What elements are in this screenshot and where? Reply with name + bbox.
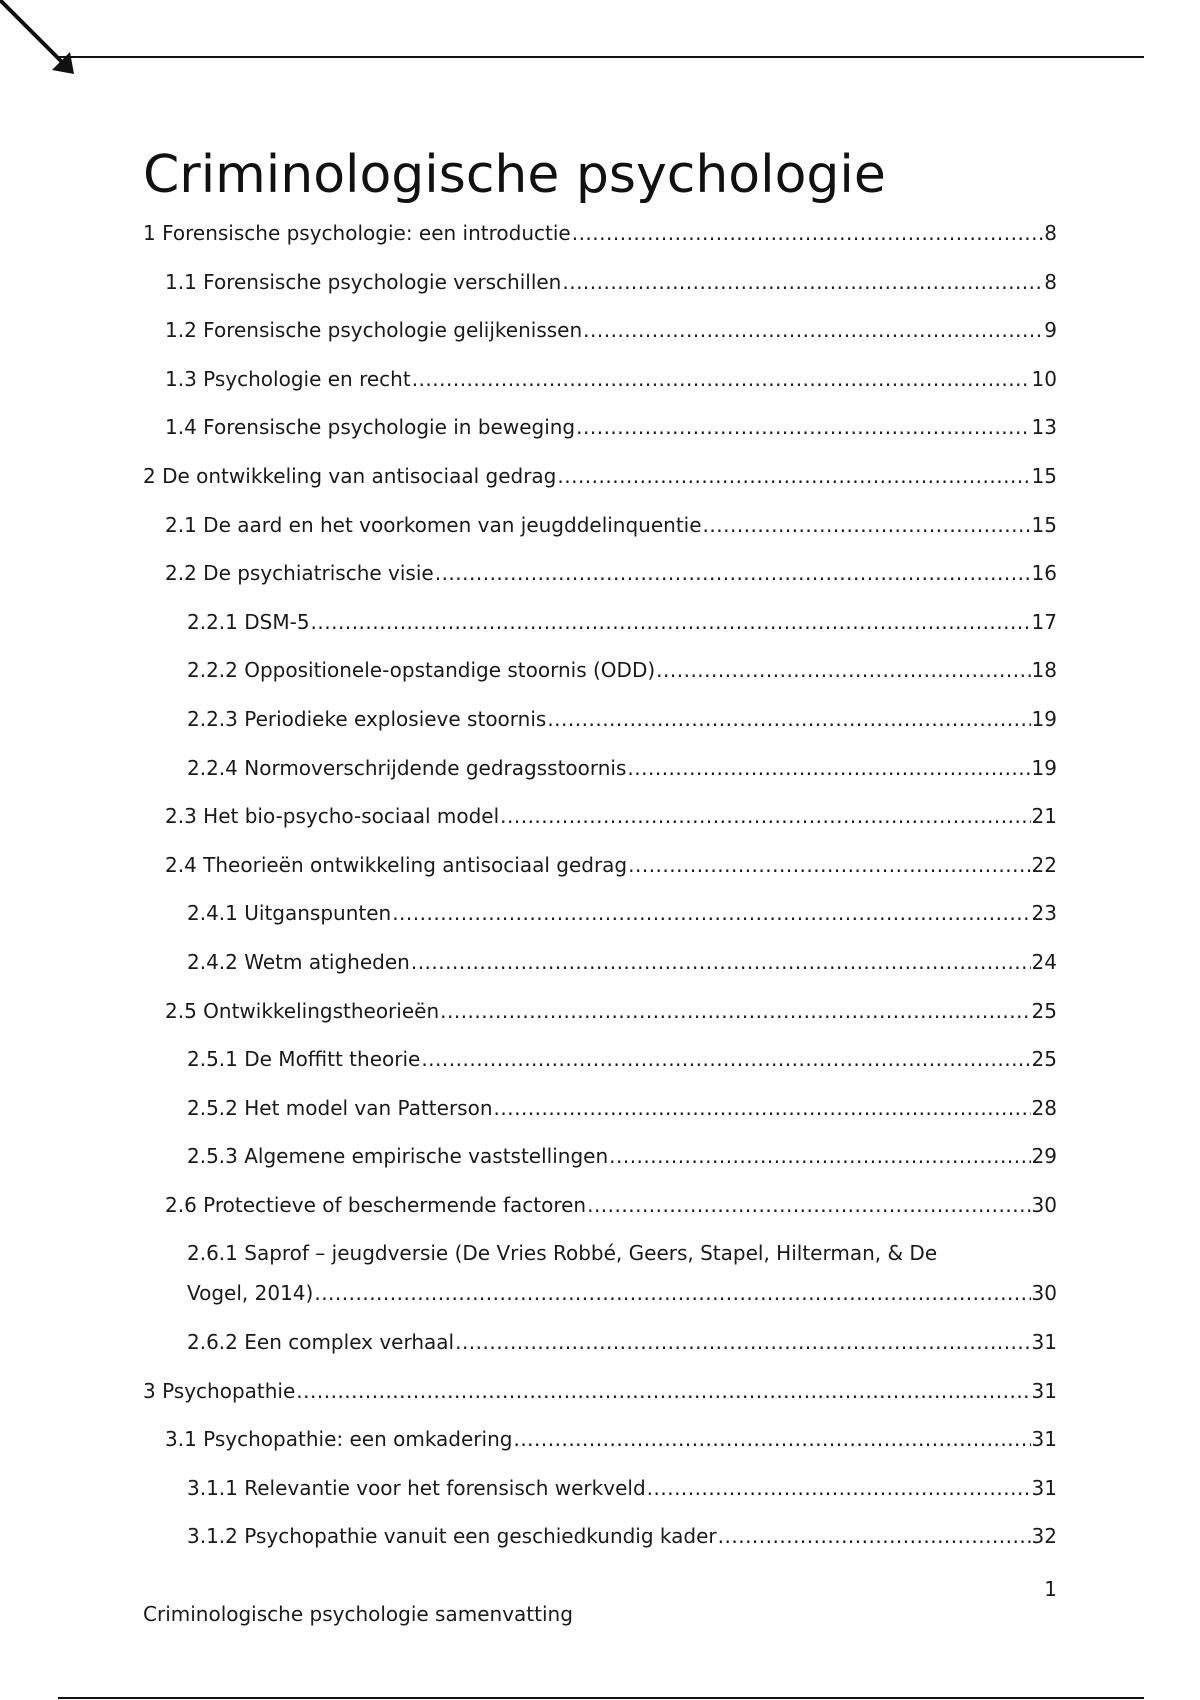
toc-entry[interactable] (143, 456, 1057, 496)
toc-entry-page: 31 (1031, 1378, 1057, 1403)
toc-entry[interactable] (143, 505, 1057, 545)
toc-entry-page: 22 (1031, 852, 1057, 877)
toc-dot-leader (314, 1273, 1030, 1313)
toc-entry-label: 2.4 Theorieën ontwikkeling antisociaal gedrag (165, 852, 628, 877)
toc-entry[interactable] (143, 1322, 1057, 1362)
toc-entry-page: 15 (1031, 463, 1057, 488)
toc-dot-leader (435, 553, 1031, 593)
toc-entry[interactable] (143, 748, 1057, 788)
footer-rule (58, 1697, 1144, 1699)
toc-entry-label: 2.5.1 De Moffitt theorie (187, 1047, 421, 1072)
toc-entry-page: 19 (1031, 706, 1057, 731)
toc-entry[interactable] (143, 942, 1057, 982)
toc-entry-page: 29 (1031, 1144, 1057, 1169)
toc-entry[interactable] (143, 1136, 1057, 1176)
toc-entry[interactable] (143, 699, 1057, 739)
toc-dot-leader (547, 699, 1030, 739)
page-footer: Criminologische psychologie samenvatting (143, 1602, 573, 1626)
toc-entry[interactable] (143, 1468, 1057, 1508)
toc-entry-label: 2.6.2 Een complex verhaal (187, 1330, 455, 1355)
toc-entry-label: 2.5.2 Het model van Patterson (187, 1095, 493, 1120)
toc-dot-leader (656, 650, 1030, 690)
toc-entry[interactable] (143, 1185, 1057, 1225)
toc-entry-page: 30 (1031, 1281, 1057, 1306)
toc-entry-page: 21 (1031, 804, 1057, 829)
toc-entry[interactable] (143, 213, 1057, 253)
toc-entry-label: 2.6 Protectieve of beschermende factoren (165, 1192, 587, 1217)
toc-entry-page: 19 (1031, 755, 1057, 780)
document-title: Criminologische psychologie (143, 145, 886, 205)
toc-dot-leader (455, 1322, 1030, 1362)
toc-entry-line (187, 1233, 1057, 1273)
toc-entry[interactable] (143, 1371, 1057, 1411)
toc-entry-page: 31 (1031, 1330, 1057, 1355)
toc-entry-page: 30 (1031, 1192, 1057, 1217)
toc-entry[interactable] (143, 991, 1057, 1031)
toc-dot-leader (500, 796, 1030, 836)
toc-entry-label: 2.2.3 Periodieke explosieve stoornis (187, 706, 547, 731)
toc-entry-label: 1.3 Psychologie en recht (165, 366, 411, 391)
corner-arrow-icon (0, 0, 80, 80)
toc-entry-page: 31 (1031, 1427, 1057, 1452)
toc-dot-leader (576, 407, 1030, 447)
toc-entry[interactable] (143, 1233, 1057, 1313)
toc-dot-leader (411, 942, 1031, 982)
toc-entry-label: 2.2.2 Oppositionele-opstandige stoornis (ODD) (187, 658, 656, 683)
toc-entry-page: 10 (1031, 366, 1057, 391)
page-number: 1 (1044, 1577, 1057, 1601)
toc-entry-label: 2 De ontwikkeling van antisociaal gedrag (143, 463, 557, 488)
toc-dot-leader (572, 213, 1044, 253)
toc-entry-page: 24 (1031, 949, 1057, 974)
toc-dot-leader (392, 893, 1030, 933)
toc-dot-leader (609, 1136, 1030, 1176)
toc-dot-leader (703, 505, 1031, 545)
toc-dot-leader (718, 1516, 1031, 1556)
toc-entry-page: 28 (1031, 1095, 1057, 1120)
toc-dot-leader (647, 1468, 1031, 1508)
toc-dot-leader (583, 310, 1043, 350)
toc-entry[interactable] (143, 553, 1057, 593)
toc-dot-leader (628, 845, 1030, 885)
toc-entry-page: 25 (1031, 998, 1057, 1023)
toc-entry[interactable] (143, 359, 1057, 399)
toc-entry-page: 16 (1031, 561, 1057, 586)
toc-entry-page: 9 (1044, 318, 1057, 343)
toc-dot-leader (311, 602, 1031, 642)
toc-entry-label: 2.1 De aard en het voorkomen van jeugddelinquentie (165, 512, 702, 537)
toc-entry-page: 17 (1031, 609, 1057, 634)
toc-entry[interactable] (143, 310, 1057, 350)
toc-entry-label: 1 Forensische psychologie: een introductie (143, 221, 571, 245)
toc-entry-label: 3 Psychopathie (143, 1378, 296, 1403)
toc-entry[interactable] (143, 1039, 1057, 1079)
toc-entry-page: 8 (1044, 221, 1057, 245)
toc-dot-leader (421, 1039, 1030, 1079)
toc-entry-page: 31 (1031, 1475, 1057, 1500)
toc-entry-page: 15 (1031, 512, 1057, 537)
toc-entry-label: 2.4.2 Wetm atigheden (187, 949, 410, 974)
toc-entry-label: 2.2.4 Normoverschrijdende gedragsstoornis (187, 755, 627, 780)
toc-entry[interactable] (143, 796, 1057, 836)
toc-entry-label: 2.4.1 Uitganspunten (187, 901, 392, 926)
toc-dot-leader (513, 1419, 1030, 1459)
toc-entry-label: 1.1 Forensische psychologie verschillen (165, 269, 562, 294)
toc-entry-label: 2.6.1 Saprof – jeugdversie (De Vries Robbé, Geers, Stapel, Hilterman, & De (187, 1241, 938, 1266)
toc-dot-leader (557, 456, 1030, 496)
toc-dot-leader (587, 1185, 1030, 1225)
toc-entry-page: 25 (1031, 1047, 1057, 1072)
toc-entry-page: 32 (1031, 1524, 1057, 1549)
toc-entry-label-continued: Vogel, 2014) (187, 1281, 314, 1306)
table-of-contents (143, 213, 1057, 1565)
toc-dot-leader (562, 262, 1043, 302)
toc-dot-leader (296, 1371, 1030, 1411)
toc-entry[interactable] (143, 602, 1057, 642)
toc-entry-label: 2.2 De psychiatrische visie (165, 561, 434, 586)
toc-entry-page: 8 (1044, 269, 1057, 294)
toc-entry-page: 13 (1031, 415, 1057, 440)
toc-entry-label: 2.3 Het bio-psycho-sociaal model (165, 804, 500, 829)
toc-entry-line (187, 1273, 1057, 1313)
toc-entry[interactable] (143, 407, 1057, 447)
toc-dot-leader (412, 359, 1031, 399)
toc-entry-label: 1.4 Forensische psychologie in beweging (165, 415, 576, 440)
toc-entry[interactable] (143, 1516, 1057, 1556)
toc-entry[interactable] (143, 1088, 1057, 1128)
toc-entry-label: 2.5.3 Algemene empirische vaststellingen (187, 1144, 609, 1169)
toc-entry-label: 2.2.1 DSM-5 (187, 609, 310, 634)
toc-entry[interactable] (143, 1419, 1057, 1459)
toc-entry-label: 3.1.2 Psychopathie vanuit een geschiedkundig kader (187, 1524, 717, 1549)
toc-entry[interactable] (143, 650, 1057, 690)
toc-entry-label: 1.2 Forensische psychologie gelijkenissen (165, 318, 583, 343)
toc-dot-leader (494, 1088, 1031, 1128)
toc-entry-label: 3.1.1 Relevantie voor het forensisch werkveld (187, 1475, 646, 1500)
toc-entry[interactable] (143, 893, 1057, 933)
toc-entry-page: 23 (1031, 901, 1057, 926)
toc-entry[interactable] (143, 262, 1057, 302)
toc-entry-page: 18 (1031, 658, 1057, 683)
toc-entry[interactable] (143, 845, 1057, 885)
toc-entry-label: 3.1 Psychopathie: een omkadering (165, 1427, 513, 1452)
toc-dot-leader (627, 748, 1030, 788)
toc-entry-label: 2.5 Ontwikkelingstheorieën (165, 998, 440, 1023)
header-rule (58, 56, 1144, 58)
toc-dot-leader (440, 991, 1030, 1031)
